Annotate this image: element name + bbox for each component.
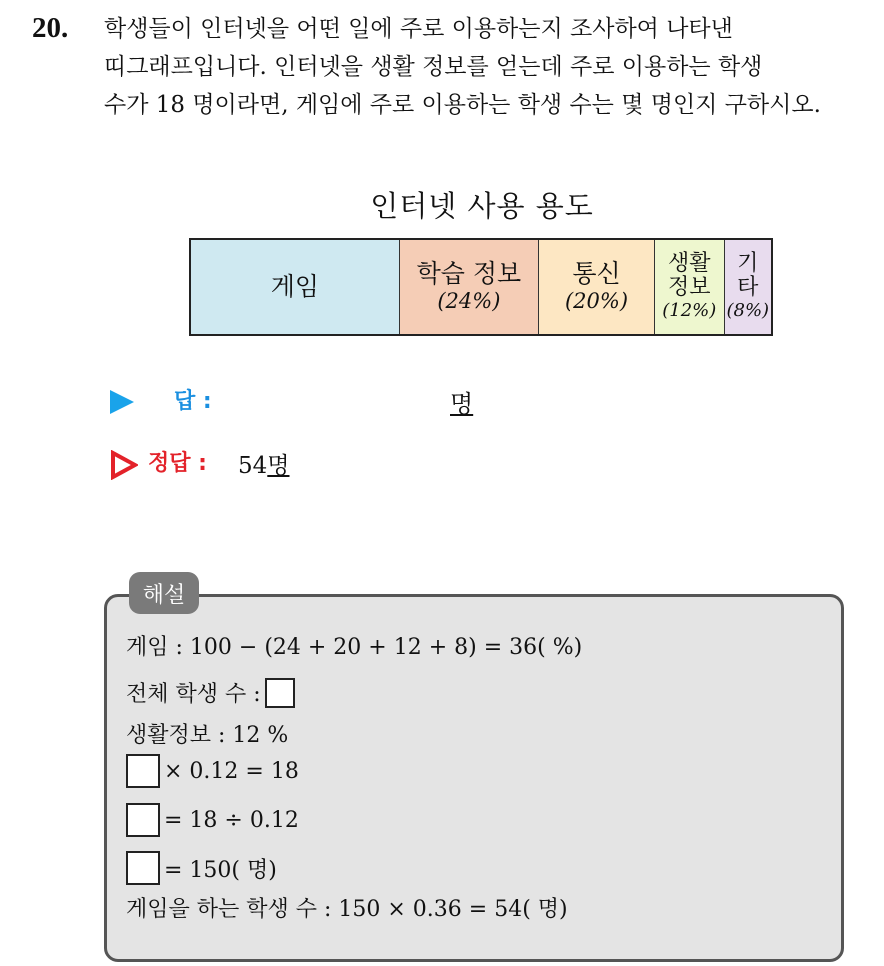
question-line: 띠그래프입니다. 인터넷을 생활 정보를 얻는데 주로 이용하는 학생 (104, 54, 763, 80)
blank-box (265, 678, 295, 708)
band-segment (400, 240, 539, 334)
band-segment-percent: (20%) (564, 289, 629, 313)
explanation-line (126, 754, 299, 788)
band-segment-label: 통신 (572, 259, 621, 288)
band-segment-percent: (24%) (437, 289, 501, 313)
band-segment (191, 240, 400, 334)
band-segment (655, 240, 725, 334)
explanation-line (126, 630, 582, 661)
band-segment-label: 타 (737, 275, 759, 300)
question-text (104, 10, 864, 124)
correct-answer-unit: 명 (267, 453, 290, 479)
explanation-text: 전체 학생 수 : (126, 682, 261, 707)
explanation-line (126, 803, 299, 837)
band-segment-percent: (8%) (726, 300, 770, 321)
explanation-text: = 150( 명) (164, 857, 277, 883)
correct-answer-label: 정답 : (148, 451, 207, 476)
question-line: 수가 18 명이라면, 게임에 주로 이용하는 학생 수는 몇 명인지 구하시오. (104, 92, 821, 118)
band-graph (189, 238, 773, 336)
answer-label: 답 : (174, 389, 212, 414)
band-segment (539, 240, 655, 334)
question-line: 학생들이 인터넷을 어떤 일에 주로 이용하는지 조사하여 나타낸 (104, 16, 733, 42)
play-triangle-icon (110, 390, 134, 414)
explanation-tab: 해설 (129, 572, 199, 614)
explanation-text: 생활정보 : 12 % (126, 723, 289, 748)
explanation-line (126, 851, 277, 885)
blank-box (126, 803, 160, 837)
question-number: 20. (32, 12, 69, 44)
explanation-text: × 0.12 = 18 (164, 758, 299, 784)
band-segment-label: 기 (737, 251, 759, 276)
explanation-text: 게임 : 100 − (24 + 20 + 12 + 8) = 36( %) (126, 635, 583, 660)
explanation-line (126, 892, 568, 923)
answer-unit: 명 (450, 390, 474, 418)
band-segment-percent: (12%) (662, 300, 717, 321)
correct-answer-number: 54 (238, 453, 268, 479)
explanation-text: 게임을 하는 학생 수 : 150 × 0.36 = 54( 명) (126, 897, 568, 922)
blank-box (126, 754, 160, 788)
outline-triangle-icon (110, 450, 138, 480)
band-segment-label: 게임 (270, 272, 320, 301)
correct-answer-value (238, 447, 290, 480)
blank-box (126, 851, 160, 885)
band-segment (725, 240, 771, 334)
chart-title: 인터넷 사용 용도 (370, 189, 594, 223)
band-segment-label: 학습 정보 (416, 259, 522, 288)
explanation-line (126, 718, 288, 749)
explanation-text: = 18 ÷ 0.12 (164, 807, 299, 833)
band-segment-label: 정보 (668, 275, 711, 300)
band-segment-label: 생활 (668, 251, 711, 276)
explanation-line (126, 677, 299, 708)
